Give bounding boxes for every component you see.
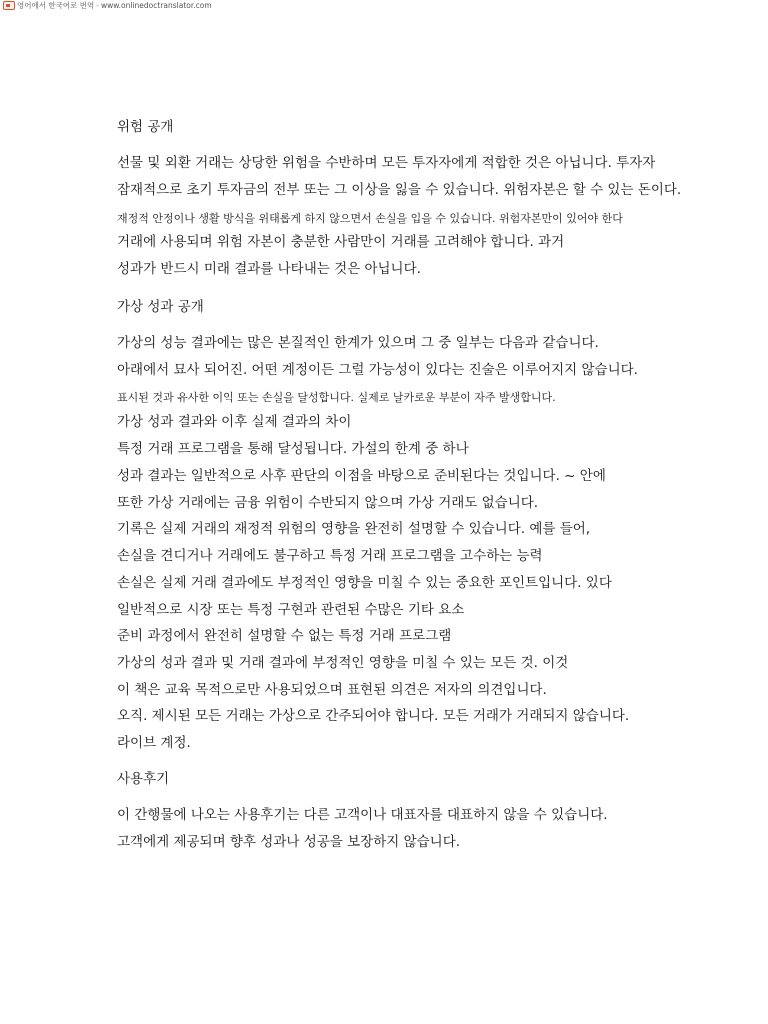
banner-text: 영어에서 한국어로 번역 [17,1,95,10]
paragraph-line: 이 간행물에 나오는 사용후기는 다른 고객이나 대표자를 대표하지 않을 수 있습니다. [117,807,608,823]
paragraph-line: 손실을 견디거나 거래에도 불구하고 특정 거래 프로그램을 고수하는 능력 [117,548,543,564]
paragraph-line: 라이브 계정. [117,735,191,751]
banner-url-link[interactable]: www.onlinedoctranslator.com [100,1,212,10]
translator-logo-icon [3,1,15,10]
paragraph-line: 가상의 성과 결과 및 거래 결과에 부정적인 영향을 미칠 수 있는 모든 것. 이것 [117,655,569,671]
paragraph-line: 잠재적으로 초기 투자금의 전부 또는 그 이상을 잃을 수 있습니다. 위험자본은 할 수 있는 돈이다. [117,182,682,198]
section-title-hypothetical: 가상 성과 공개 [117,299,204,315]
paragraph-line: 기록은 실제 거래의 재정적 위험의 영향을 완전히 설명할 수 있습니다. 예를 들어, [117,521,591,537]
paragraph-line: 가상 성과 결과와 이후 실제 결과의 차이 [117,414,352,430]
paragraph-line: 거래에 사용되며 위험 자본이 충분한 사람만이 거래를 고려해야 합니다. 과거 [117,234,565,250]
paragraph-line: 아래에서 묘사 되어진. 어떤 계정이든 그럴 가능성이 있다는 진술은 이루어지지 않습니다. [117,362,638,378]
paragraph-line: 오직. 제시된 모든 거래는 가상으로 간주되어야 합니다. 모든 거래가 거래되지 않습니다. [117,708,630,724]
paragraph-line: 준비 과정에서 완전히 설명할 수 없는 특정 거래 프로그램 [117,628,452,644]
paragraph-line: 표시된 것과 유사한 이익 또는 손실을 달성합니다. 실제로 날카로운 부분이 자주 발생합니다. [117,391,556,404]
paragraph-line: 일반적으로 시장 또는 특정 구현과 관련된 수많은 기타 요소 [117,602,465,618]
paragraph-line: 손실은 실제 거래 결과에도 부정적인 영향을 미칠 수 있는 중요한 포인트입니다. 있다 [117,575,612,591]
section-title-testimonials: 사용후기 [117,771,170,787]
banner-separator: - [96,1,99,10]
paragraph-line: 선물 및 외환 거래는 상당한 위험을 수반하며 모든 투자자에게 적합한 것은 아닙니다. 투자자 [117,155,656,171]
paragraph-line: 고객에게 제공되며 향후 성과나 성공을 보장하지 않습니다. [117,834,461,850]
paragraph-line: 가상의 성능 결과에는 많은 본질적인 한계가 있으며 그 중 일부는 다음과 같습니다. [117,335,599,351]
translator-banner[interactable] [3,0,212,11]
paragraph-line: 성과 결과는 일반적으로 사후 판단의 이점을 바탕으로 준비된다는 것입니다. ~ 안에 [117,468,606,484]
paragraph-line: 또한 가상 거래에는 금융 위험이 수반되지 않으며 가상 거래도 없습니다. [117,495,539,511]
paragraph-line: 특정 거래 프로그램을 통해 달성됩니다. 가설의 한계 중 하나 [117,441,469,457]
section-title-risk: 위험 공개 [117,119,174,135]
paragraph-line: 이 책은 교육 목적으로만 사용되었으며 표현된 의견은 저자의 의견입니다. [117,682,547,698]
paragraph-line: 재정적 안정이나 생활 방식을 위태롭게 하지 않으면서 손실을 입을 수 있습니다. 위험자본만이 있어야 한다 [117,212,623,225]
paragraph-line: 성과가 반드시 미래 결과를 나타내는 것은 아닙니다. [117,261,421,277]
